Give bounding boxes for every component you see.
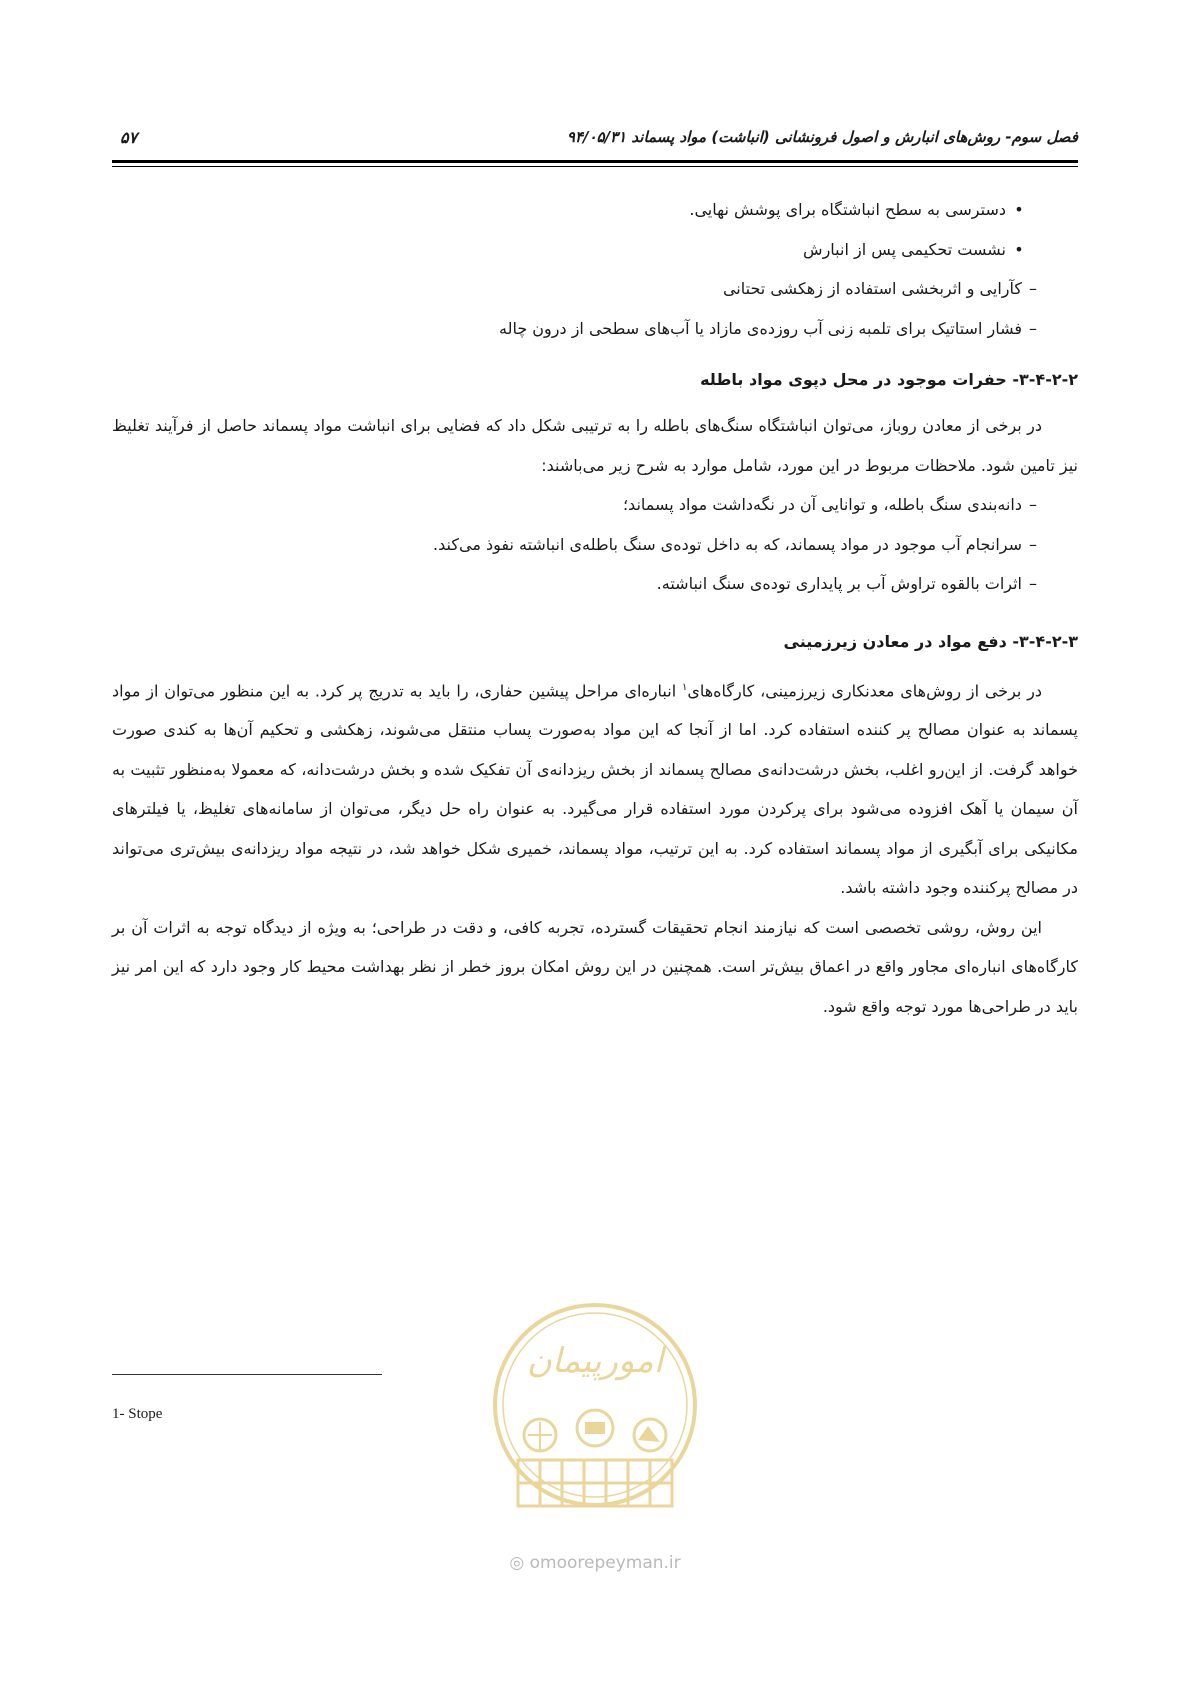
dash-marker: –	[1029, 534, 1037, 554]
list-item	[112, 269, 1078, 309]
watermark-url	[480, 1553, 710, 1573]
section-heading: ۳-۴-۲-۳- دفع مواد در معادن زیرزمینی	[783, 631, 1078, 651]
list-item-text: سرانجام آب موجود در مواد پسماند، که به داخل توده‌ی سنگ باطله‌ی انباشته نفوذ می‌کند.	[433, 534, 1022, 554]
dash-marker: –	[1029, 318, 1037, 338]
list-item-text: فشار استاتیک برای تلمبه زنی آب روزده‌ی مازاد یا آب‌های سطحی از درون چاله	[498, 318, 1022, 338]
bullet-marker: •	[1014, 200, 1024, 219]
page-header	[112, 128, 1078, 158]
list-item	[112, 564, 1078, 604]
body-paragraph: این روش، روشی تخصصی است که نیازمند انجام تحقیقات گسترده، تجربه کافی، و دقت در طراحی؛ به ویژه از دیدگاه توجه به اثرات آن بر کارگاه‌های انباره‌ای مجاور واقع در اعماق بیش‌تر است. همچنین در این روش امکان بروز خطر از نظر بهداشت محیط کار وجود دارد که این امر نیز باید در طراحی‌ها مورد توجه واقع شود.	[112, 917, 1078, 1016]
intro-list	[112, 190, 1078, 348]
footnote: 1- Stope	[112, 1406, 163, 1422]
footnote-divider	[112, 1374, 382, 1375]
dash-marker: –	[1029, 574, 1037, 593]
watermark-logo	[488, 1300, 702, 1540]
footnote-reference: ۱	[681, 681, 688, 693]
list-item-text: نشست تحکیمی پس از انبارش	[803, 239, 1006, 259]
body-paragraph	[112, 668, 1078, 908]
svg-text:امورپیمان: امورپیمان	[526, 1341, 664, 1381]
page-number: ۵۷	[120, 128, 138, 147]
chapter-title: فصل سوم- روش‌های انبارش و اصول فرونشانی (انباشت) مواد پسماند ۹۴/۰۵/۳۱	[566, 128, 1078, 146]
seal-icon	[488, 1300, 702, 1540]
list-item-text: اثرات بالقوه تراوش آب بر پایداری توده‌ی سنگ انباشته.	[656, 574, 1022, 593]
header-divider	[112, 160, 1078, 163]
list-item	[112, 230, 1078, 270]
list-item-text: کآرایی و اثربخشی استفاده از زهکشی تحتانی	[722, 279, 1022, 298]
paragraph-text: در برخی از روش‌های معدنکاری زیرزمینی، کارگاه‌های	[687, 680, 1042, 700]
dash-marker: –	[1029, 279, 1037, 298]
page-body	[112, 190, 1078, 1026]
list-item	[112, 485, 1078, 525]
globe-icon: ◎	[509, 1553, 525, 1573]
paragraph-text: انباره‌ای مراحل پیشین حفاری، را باید به تدریج پر کرد. به این منظور می‌توان از مواد پسماند به عنوان مصالح پر کننده استفاده کرد. اما از آنجا که این مواد به‌صورت پساب منتقل می‌شوند، زهکشی و تحکیم آن‌ها به کندی صورت خواهد گرفت. از این‌رو اغلب، بخش درشت‌دانه‌ی مصالح پسماند از بخش ریزدانه‌ی آن تفکیک شده و بخش درشت‌دانه، که معمولا به‌منظور تثبیت به آن سیمان یا آهک افزوده می‌شود برای پرکردن مورد استفاده قرار می‌گیرد. به عنوان راه حل دیگر، می‌توان از سامانه‌های تغلیظ، یا فیلترهای مکانیکی برای آبگیری از مواد پسماند استفاده کرد. به این ترتیب، مواد پسماند، خمیری شکل خواهد شد، در نتیجه مواد ریزدانه‌ی بیش‌تری می‌تواند در مصالح پرکننده وجود داشته باشد.	[112, 680, 1078, 898]
considerations-list	[112, 485, 1078, 604]
list-item	[112, 525, 1078, 565]
list-item-text: دسترسی به سطح انباشتگاه برای پوشش نهایی.	[689, 200, 1006, 219]
section-heading: ۳-۴-۲-۲- حفرات موجود در محل دپوی مواد باطله	[700, 370, 1078, 389]
dash-marker: –	[1029, 495, 1037, 514]
list-item-text: دانه‌بندی سنگ باطله، و توانایی آن در نگه‌داشت مواد پسماند؛	[622, 495, 1022, 514]
bullet-marker: •	[1014, 239, 1024, 259]
body-paragraph: در برخی از معادن روباز، می‌توان انباشتگاه سنگ‌های باطله را به ترتیبی شکل داد که فضایی برای انباشت مواد پسماند حاصل از فرآیند تغلیظ نیز تامین شود. ملاحظات مربوط در این مورد، شامل موارد به شرح زیر می‌باشند:	[112, 416, 1078, 475]
watermark-url-text: omoorepeyman.ir	[529, 1553, 681, 1573]
list-item	[112, 309, 1078, 349]
header-divider-thin	[112, 166, 1078, 167]
list-item	[112, 190, 1078, 230]
